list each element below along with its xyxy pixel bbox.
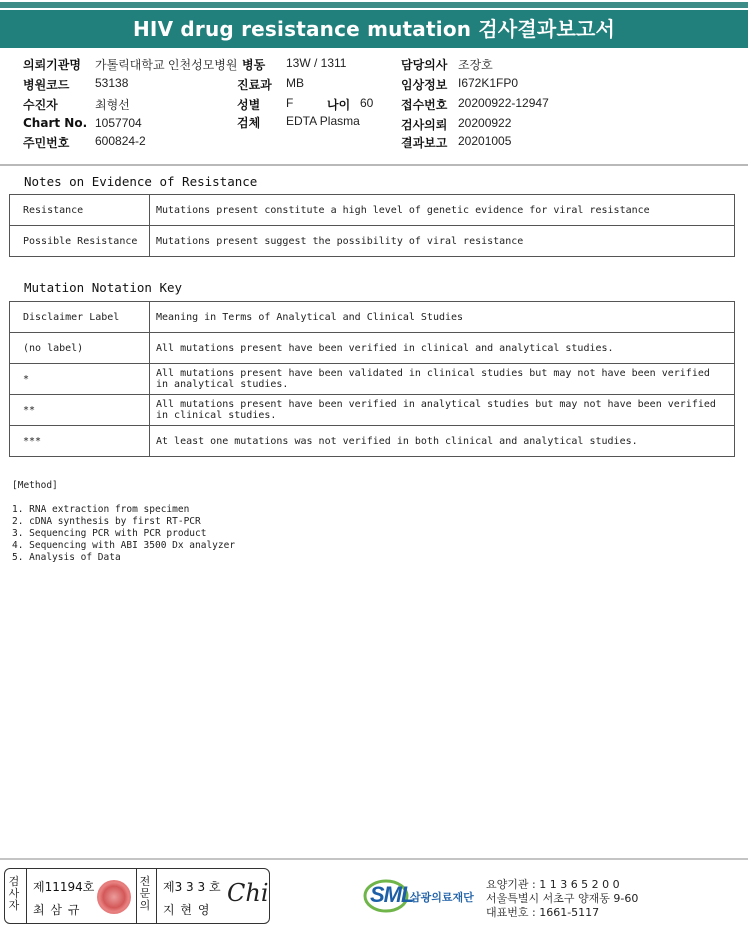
method-step: 4. Sequencing with ABI 3500 Dx analyzer bbox=[12, 540, 236, 551]
row-text: All mutations present have been validated in clinical studies but may not have been verified in analytical studies. bbox=[150, 364, 735, 395]
reviewer-name: 지 현 영 bbox=[163, 903, 211, 917]
specimen-label: 검체 bbox=[237, 116, 261, 130]
phone: 대표번호 : 1661-5117 bbox=[486, 906, 600, 919]
report-date-label: 결과보고 bbox=[401, 136, 448, 150]
tester-name: 최 삼 규 bbox=[33, 903, 81, 917]
row-label: ** bbox=[10, 395, 150, 426]
signature-box bbox=[4, 868, 270, 924]
method-section bbox=[12, 480, 235, 564]
header-label: Disclaimer Label bbox=[10, 302, 150, 333]
notes-table bbox=[9, 194, 735, 257]
reviewer-license: 제3 3 3 호 bbox=[163, 880, 221, 894]
hospital-code-label: 병원코드 bbox=[23, 78, 70, 92]
age-label: 나이 bbox=[327, 98, 351, 112]
address: 서울특별시 서초구 양재동 9-60 bbox=[486, 892, 639, 905]
table-row bbox=[10, 195, 735, 226]
request-value: 20200922 bbox=[458, 116, 512, 130]
receipt-no-value: 20200922-12947 bbox=[458, 96, 549, 110]
divider bbox=[26, 869, 27, 923]
patient-info bbox=[0, 52, 748, 164]
notation-table bbox=[9, 301, 735, 457]
table-row bbox=[10, 333, 735, 364]
clinical-info-value: I672K1FP0 bbox=[458, 76, 519, 90]
row-label: (no label) bbox=[10, 333, 150, 364]
ward-label: 병동 bbox=[242, 58, 266, 72]
tester-license: 제11194호 bbox=[33, 880, 95, 894]
doctor-label: 담당의사 bbox=[401, 58, 448, 72]
divider bbox=[136, 869, 137, 923]
request-label: 검사의뢰 bbox=[401, 118, 448, 132]
method-step: 2. cDNA synthesis by first RT-PCR bbox=[12, 516, 201, 527]
ward-value: 13W / 1311 bbox=[286, 56, 347, 70]
table-row bbox=[10, 364, 735, 395]
notation-section-title: Mutation Notation Key bbox=[24, 280, 183, 295]
table-header-row bbox=[10, 302, 735, 333]
tester-label: 검사자 bbox=[8, 875, 20, 912]
age-value: 60 bbox=[360, 96, 374, 110]
institution-code: 요양기관 : 1 1 3 6 5 2 0 0 bbox=[486, 878, 620, 891]
chart-no-value: 1057704 bbox=[95, 116, 142, 130]
recipient-value: 최형선 bbox=[95, 98, 130, 112]
row-label: *** bbox=[10, 426, 150, 457]
specimen-value: EDTA Plasma bbox=[286, 114, 360, 128]
resident-no-label: 주민번호 bbox=[23, 136, 70, 150]
method-step: 1. RNA extraction from specimen bbox=[12, 504, 190, 515]
row-text: At least one mutations was not verified in both clinical and analytical studies. bbox=[150, 426, 735, 457]
method-step: 3. Sequencing PCR with PCR product bbox=[12, 528, 207, 539]
method-step: 5. Analysis of Data bbox=[12, 552, 121, 563]
clinical-info-label: 임상정보 bbox=[401, 78, 448, 92]
sex-value: F bbox=[286, 96, 294, 110]
method-heading: [Method] bbox=[12, 480, 58, 491]
table-row bbox=[10, 395, 735, 426]
report-title: HIV drug resistance mutation 검사결과보고서 bbox=[0, 10, 748, 48]
row-text: Mutations present suggest the possibility of viral resistance bbox=[150, 226, 735, 257]
official-seal-icon bbox=[97, 880, 131, 914]
header-text: Meaning in Terms of Analytical and Clinical Studies bbox=[150, 302, 735, 333]
row-label: Resistance bbox=[10, 195, 150, 226]
row-text: Mutations present constitute a high level of genetic evidence for viral resistance bbox=[150, 195, 735, 226]
report-date-value: 20201005 bbox=[458, 134, 512, 148]
sml-logo-korean: 삼광의료재단 bbox=[410, 891, 474, 904]
table-row bbox=[10, 226, 735, 257]
department-label: 진료과 bbox=[237, 78, 272, 92]
row-text: All mutations present have been verified in clinical and analytical studies. bbox=[150, 333, 735, 364]
table-row bbox=[10, 426, 735, 457]
resident-no-value: 600824-2 bbox=[95, 134, 146, 148]
department-value: MB bbox=[286, 76, 304, 90]
row-label: Possible Resistance bbox=[10, 226, 150, 257]
institution-label: 의뢰기관명 bbox=[23, 58, 81, 72]
divider bbox=[0, 164, 748, 166]
row-text: All mutations present have been verified in analytical studies but may not have been verified in clinical studies. bbox=[150, 395, 735, 426]
footer-divider bbox=[0, 858, 748, 860]
notes-section-title: Notes on Evidence of Resistance bbox=[24, 174, 258, 189]
hospital-code-value: 53138 bbox=[95, 76, 129, 90]
sex-label: 성별 bbox=[237, 98, 261, 112]
institution-value: 가톨릭대학교 인천성모병원 bbox=[95, 58, 238, 72]
top-accent-line bbox=[0, 2, 748, 8]
divider bbox=[156, 869, 157, 923]
reviewer-label: 전문의 bbox=[139, 875, 151, 912]
doctor-value: 조장호 bbox=[458, 58, 493, 72]
receipt-no-label: 접수번호 bbox=[401, 98, 448, 112]
row-label: * bbox=[10, 364, 150, 395]
signature: Chi bbox=[227, 879, 269, 907]
sml-logo-text: SML bbox=[370, 882, 414, 907]
chart-no-label: Chart No. bbox=[23, 116, 88, 130]
recipient-label: 수진자 bbox=[23, 98, 58, 112]
